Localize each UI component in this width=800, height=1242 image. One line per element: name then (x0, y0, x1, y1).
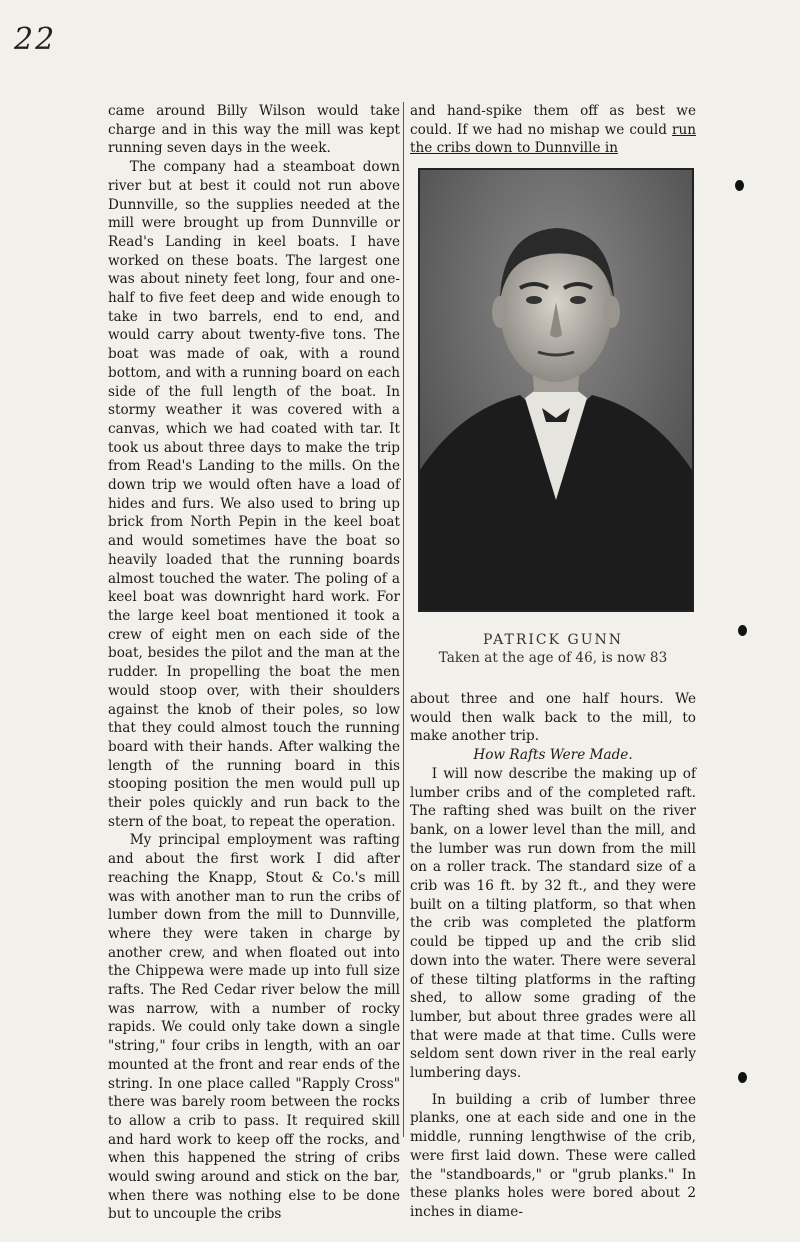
left-column (108, 102, 400, 1224)
paragraph: My principal employment was rafting and about the first work I did after reaching the Knapp, Stout & Co.'s mill was with another man to run the cribs of lumber down from the mill to Dunnville, where they were taken in charge by another crew, and when floated out into the Chippewa were made up into full size rafts. The Red Cedar river below the mill was narrow, with a number of rocky rapids. We could only take down a single "string," four cribs in length, with an oar mounted at the front and rear ends of the string. In one place called "Rapply Cross" there was barely room between the rocks to allow a crib to pass. It required skill and hard work to keep off the rocks, and when this happened the string of cribs would swing around and stick on the bar, when there was nothing else to be done but to uncouple the cribs (108, 832, 400, 1223)
paragraph: The company had a steamboat down river but at best it could not run above Dunnville, so the supplies needed at the mill were brought up from Dunnville or Read's Landing in keel boats. I have worked on these boats. The largest one was about ninety feet long, four and one-half to five feet deep and wide enough to take in two barrels, end to end, and would carry about twenty-five tons. The boat was made of oak, with a round bottom, and with a running board on each side of the full length of the boat. In stormy weather it was covered with a canvas, which we had coated with tar. It took us about three days to make the trip from Read's Landing to the mills. On the down trip we would often have a load of hides and furs. We also used to bring up brick from North Pepin in the keel boat and would sometimes have the boat so heavily loaded that the running boards almost touched the water. The poling of a keel boat was downright hard work. For the large keel boat mentioned it took a crew of eight men on each side of the boat, besides the pilot and the man at the rudder. In propelling the boat the men would stoop over, with their shoulders against the knob of their poles, so low that they could almost touch the running board with their hands. After walking the length of the running board in this stooping position the men would pull up their poles quickly and run back to the stern of the boat, to repeat the operation. (108, 159, 400, 830)
paragraph: about three and one half hours. We would then walk back to the mill, to make another trip. (410, 691, 696, 745)
column-divider (403, 102, 404, 1137)
underlined-text: run the cribs down to Dunnville in (410, 121, 697, 157)
caption-subtitle: Taken at the age of 46, is now 83 (438, 650, 668, 666)
page-number: 22 (14, 22, 57, 57)
photo-caption (410, 632, 696, 666)
right-column-bottom (410, 690, 696, 1222)
binding-hole (735, 180, 744, 191)
portrait-photo (418, 168, 694, 612)
paragraph: I will now describe the making up of lumber cribs and of the completed raft. The rafting shed was built on the river bank, on a lower level than the mill, and the lumber was run down from the mill on a roller track. The standard size of a crib was 16 ft. by 32 ft., and they were built on a tilting platform, so that when the crib was completed the platform could be tipped up and the crib slid down into the water. There were several of these tilting platforms in the rafting shed, to allow some grading of the lumber, but about three grades were all that were made at that time. Culls were seldom sent down river in the real early lumbering days. (410, 765, 696, 1082)
right-column-top (410, 102, 696, 158)
caption-name: PATRICK GUNN (483, 632, 623, 648)
paragraph: In building a crib of lumber three planks, one at each side and one in the middle, running lengthwise of the crib, were first laid down. These were called the "standboards," or "grub planks." In these planks holes were bored about 2 inches in diame- (410, 1091, 696, 1220)
binding-hole (738, 1072, 747, 1083)
paragraph: came around Billy Wilson would take charge and in this way the mill was kept running seven days in the week. (108, 103, 400, 157)
portrait-illustration (420, 170, 692, 610)
paragraph (410, 102, 696, 158)
subheading: How Rafts Were Made. (473, 747, 633, 764)
binding-hole (738, 625, 747, 636)
paragraph-text: and hand-spike them off as best we could. If we had no mishap we could (410, 103, 696, 138)
